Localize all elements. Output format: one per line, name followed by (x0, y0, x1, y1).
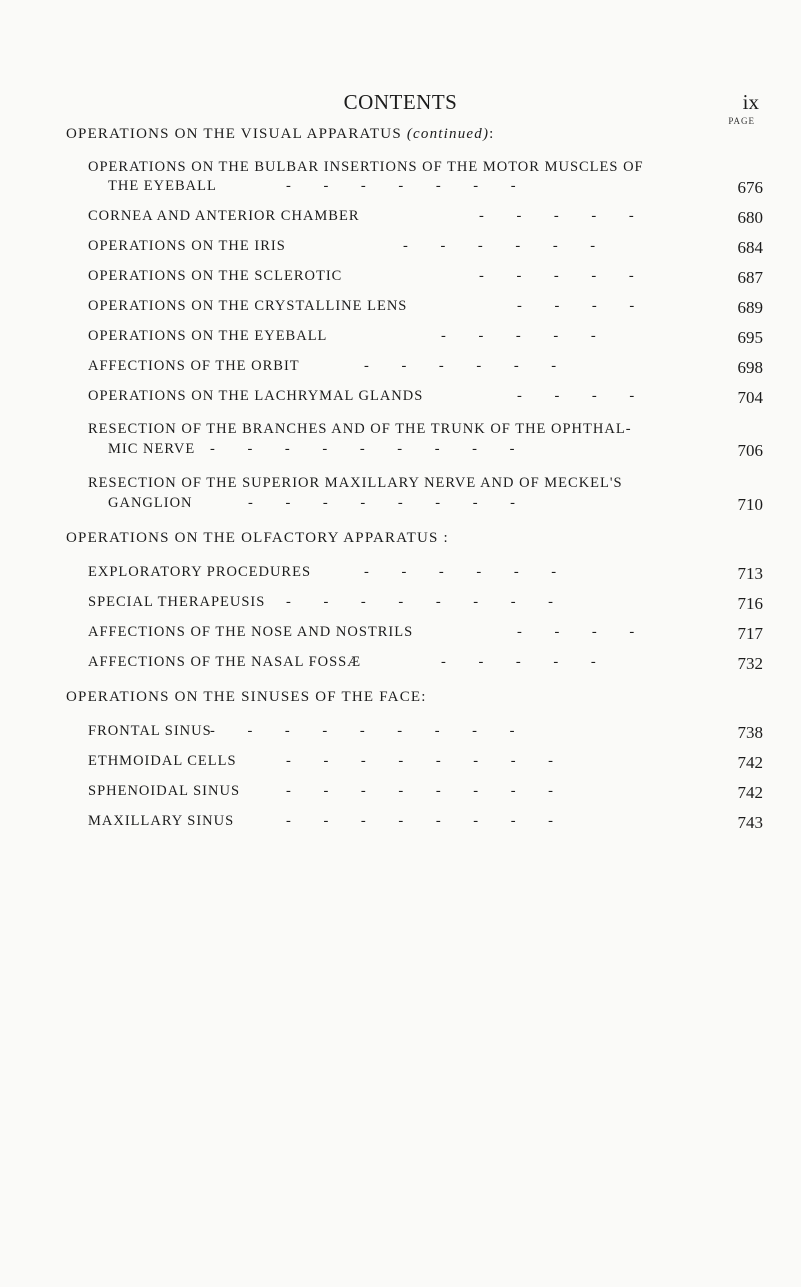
toc-entry[interactable] (0, 298, 801, 320)
toc-page-number: 695 (737, 328, 763, 347)
toc-page-number: 680 (737, 208, 763, 227)
leader-dots: - - - - - (441, 654, 596, 670)
toc-entry[interactable] (0, 654, 801, 676)
leader-dots: - - - - (517, 298, 635, 314)
toc-entry[interactable] (0, 594, 801, 616)
toc-entry-label: SPHENOIDAL SINUS (88, 783, 241, 799)
leader-dots: - - - - - - (364, 564, 557, 580)
toc-entry[interactable] (0, 388, 801, 410)
section-heading-continued: (continued) (406, 126, 490, 142)
toc-entry[interactable] (0, 441, 801, 463)
leader-dots: - - - - - - - - - (210, 441, 515, 457)
toc-entry-label: EXPLORATORY PROCEDURES (88, 564, 312, 580)
leader-dots: - - - - - - - - (248, 495, 516, 511)
toc-entry-label: OPERATIONS ON THE CRYSTALLINE LENS (88, 298, 408, 314)
toc-entry-label: ETHMOIDAL CELLS (88, 753, 237, 769)
toc-entry[interactable] (0, 358, 801, 380)
toc-entry[interactable] (0, 178, 801, 200)
toc-entry[interactable] (0, 783, 801, 805)
toc-page-number: 716 (737, 594, 763, 613)
toc-page-number: 704 (737, 388, 763, 407)
toc-page-number: 706 (737, 441, 763, 460)
toc-page-number: 684 (737, 238, 763, 257)
toc-entry[interactable] (0, 813, 801, 835)
toc-entry-label: AFFECTIONS OF THE ORBIT (88, 358, 300, 374)
leader-dots: - - - - - - - - (286, 594, 554, 610)
page-column-label: PAGE (728, 116, 755, 126)
toc-entry[interactable] (0, 268, 801, 290)
toc-entry-label: OPERATIONS ON THE IRIS (88, 238, 286, 254)
toc-entry-line1: RESECTION OF THE BRANCHES AND OF THE TRUNK OF THE OPHTHAL- (88, 421, 632, 437)
toc-page-number: 676 (737, 178, 763, 197)
section-heading-olfactory: OPERATIONS ON THE OLFACTORY APPARATUS : (66, 530, 449, 546)
toc-page-number: 689 (737, 298, 763, 317)
toc-entry-label: GANGLION (108, 495, 193, 511)
leader-dots: - - - - - - - - - (210, 723, 515, 739)
toc-page-number: 743 (737, 813, 763, 832)
leader-dots: - - - - - (479, 268, 634, 284)
toc-entry[interactable] (0, 723, 801, 745)
section-heading-visual: OPERATIONS ON THE VISUAL APPARATUS (continued): (66, 126, 495, 142)
toc-entry-line1: OPERATIONS ON THE BULBAR INSERTIONS OF THE MOTOR MUSCLES OF (88, 159, 644, 175)
toc-entry-label: CORNEA AND ANTERIOR CHAMBER (88, 208, 360, 224)
toc-page-number: 713 (737, 564, 763, 583)
toc-entry[interactable] (0, 564, 801, 586)
toc-page-number: 732 (737, 654, 763, 673)
toc-entry-label: MIC NERVE (108, 441, 196, 457)
toc-page-number: 710 (737, 495, 763, 514)
toc-page-number: 742 (737, 783, 763, 802)
toc-page-number: 742 (737, 753, 763, 772)
leader-dots: - - - - - (441, 328, 596, 344)
toc-page-number: 687 (737, 268, 763, 287)
toc-entry[interactable] (0, 624, 801, 646)
toc-entry-label: FRONTAL SINUS (88, 723, 212, 739)
toc-entry-label: SPECIAL THERAPEUSIS (88, 594, 266, 610)
leader-dots: - - - - - - - - (286, 783, 554, 799)
page-title: CONTENTS (343, 90, 458, 114)
section-heading-sinuses: OPERATIONS ON THE SINUSES OF THE FACE: (66, 689, 427, 705)
leader-dots: - - - - (517, 388, 635, 404)
toc-entry-label: AFFECTIONS OF THE NOSE AND NOSTRILS (88, 624, 414, 640)
page-number-roman: ix (742, 90, 759, 114)
toc-page-number: 698 (737, 358, 763, 377)
leader-dots: - - - - - - - (286, 178, 516, 194)
toc-entry-label: OPERATIONS ON THE LACHRYMAL GLANDS (88, 388, 424, 404)
toc-entry[interactable] (0, 495, 801, 517)
toc-entry-label: AFFECTIONS OF THE NASAL FOSSÆ (88, 654, 362, 670)
leader-dots: - - - - - - - - (286, 753, 554, 769)
toc-page-number: 738 (737, 723, 763, 742)
toc-entry[interactable] (0, 208, 801, 230)
toc-entry-label: OPERATIONS ON THE EYEBALL (88, 328, 328, 344)
leader-dots: - - - - - - (403, 238, 596, 254)
toc-page-number: 717 (737, 624, 763, 643)
toc-entry-label: THE EYEBALL (108, 178, 217, 194)
toc-entry[interactable] (0, 238, 801, 260)
leader-dots: - - - - (517, 624, 635, 640)
leader-dots: - - - - - - (364, 358, 557, 374)
leader-dots: - - - - - - - - (286, 813, 554, 829)
page-header (0, 90, 801, 120)
toc-entry-label: OPERATIONS ON THE SCLEROTIC (88, 268, 343, 284)
toc-entry[interactable] (0, 328, 801, 350)
leader-dots: - - - - - (479, 208, 634, 224)
toc-entry-line1: RESECTION OF THE SUPERIOR MAXILLARY NERVE AND OF MECKEL'S (88, 475, 623, 491)
toc-entry[interactable] (0, 753, 801, 775)
toc-entry-label: MAXILLARY SINUS (88, 813, 235, 829)
